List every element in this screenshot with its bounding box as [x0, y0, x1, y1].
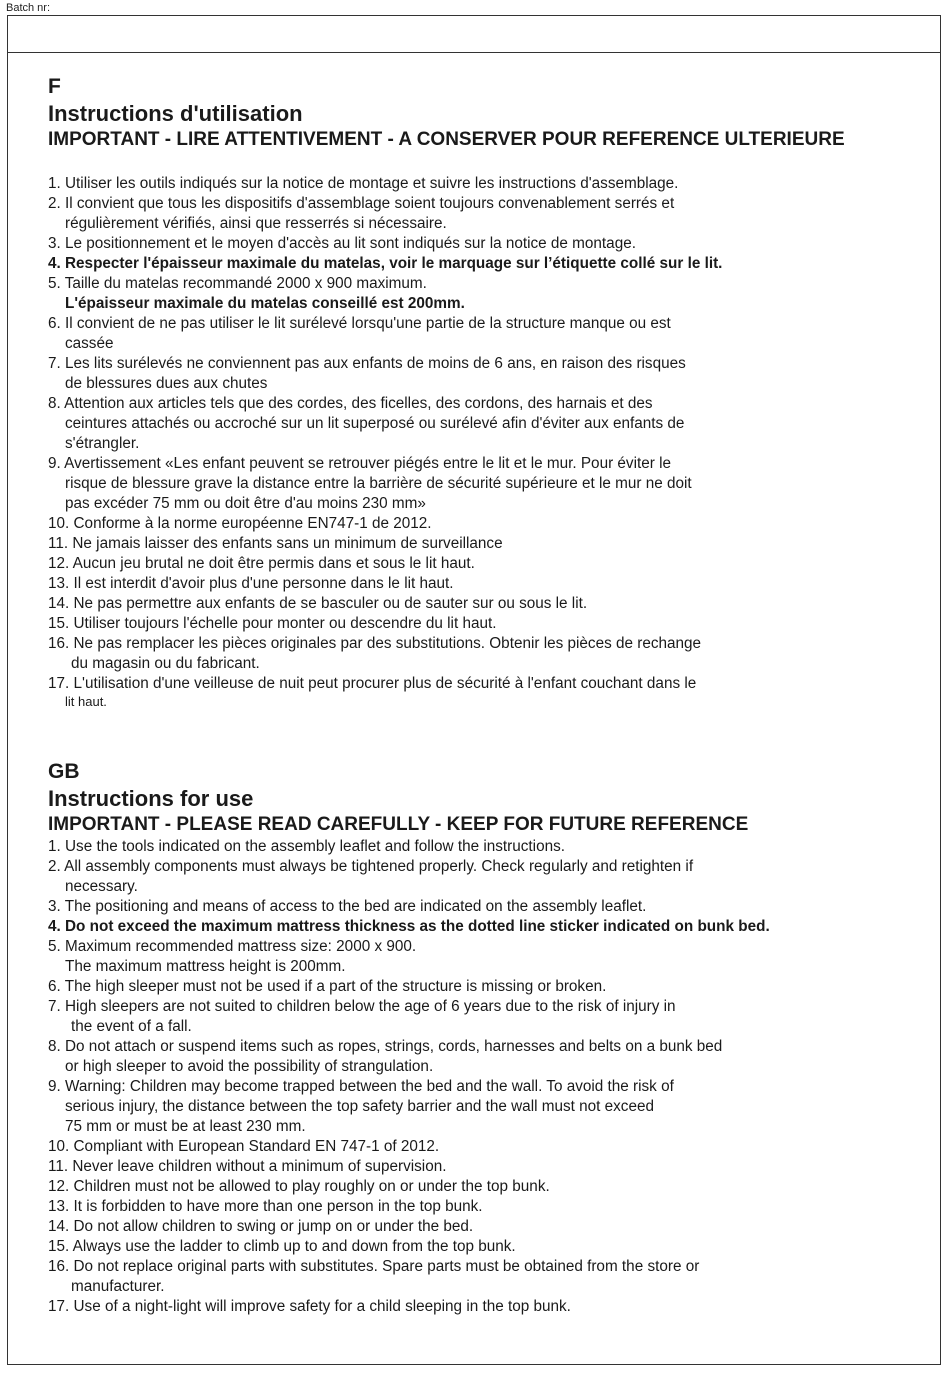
- list-item: [48, 194, 928, 234]
- item-text: 17. Use of a night-light will improve safety for a child sleeping in the top bunk.: [48, 1298, 571, 1315]
- item-text: 15. Utiliser toujours l'échelle pour monter ou descendre du lit haut.: [48, 615, 497, 632]
- list-item: [48, 1197, 928, 1217]
- item-text-continued: manufacturer.: [71, 1278, 165, 1295]
- item-text: 1. Utiliser les outils indiqués sur la notice de montage et suivre les instructions d'assemblage.: [48, 175, 679, 192]
- item-text: 17. L'utilisation d'une veilleuse de nuit peut procurer plus de sécurité à l'enfant couchant dans le: [48, 675, 697, 692]
- item-text: 10. Conforme à la norme européenne EN747-1 de 2012.: [48, 515, 432, 532]
- item-text: 7. High sleepers are not suited to children below the age of 6 years due to the risk of injury in: [48, 998, 676, 1015]
- list-item: [48, 614, 928, 634]
- list-item: [48, 354, 928, 394]
- item-text: 12. Children must not be allowed to play roughly on or under the top bunk.: [48, 1178, 550, 1195]
- item-text: 6. The high sleeper must not be used if a part of the structure is missing or broken.: [48, 978, 607, 995]
- language-code-fr: F: [48, 75, 61, 98]
- list-item: [48, 1157, 928, 1177]
- item-text: 7. Les lits surélevés ne conviennent pas aux enfants de moins de 6 ans, en raison des risques: [48, 355, 686, 372]
- item-text-continued: cassée: [65, 335, 114, 352]
- section-subtitle-fr: IMPORTANT - LIRE ATTENTIVEMENT - A CONSERVER POUR REFERENCE ULTERIEURE: [48, 129, 845, 150]
- item-text: 9. Avertissement «Les enfant peuvent se retrouver piégés entre le lit et le mur. Pour éviter le: [48, 455, 671, 472]
- item-text: 13. It is forbidden to have more than one person in the top bunk.: [48, 1198, 483, 1215]
- item-text-continued: the event of a fall.: [71, 1018, 192, 1035]
- section-subtitle-gb: IMPORTANT - PLEASE READ CAREFULLY - KEEP FOR FUTURE REFERENCE: [48, 814, 749, 835]
- item-text-continued: pas excéder 75 mm ou doit être d'au moins 230 mm»: [65, 495, 426, 512]
- language-code-gb: GB: [48, 760, 80, 783]
- item-text: 5. Maximum recommended mattress size: 2000 x 900.: [48, 938, 417, 955]
- list-item: [48, 674, 928, 710]
- item-text: 16. Ne pas remplacer les pièces originales par des substitutions. Obtenir les pièces de rechange: [48, 635, 702, 652]
- item-text: 12. Aucun jeu brutal ne doit être permis dans et sous le lit haut.: [48, 555, 475, 572]
- item-text-continued: ceintures attachés ou accroché sur un lit superposé ou surélevé afin d'éviter aux enfants de: [65, 415, 685, 432]
- section-french: [48, 74, 928, 710]
- list-item: [48, 1077, 928, 1137]
- list-item: [48, 574, 928, 594]
- item-text: 14. Ne pas permettre aux enfants de se basculer ou de sauter sur ou sous le lit.: [48, 595, 588, 612]
- item-text: 15. Always use the ladder to climb up to and down from the top bunk.: [48, 1238, 516, 1255]
- item-text-continued: du magasin ou du fabricant.: [71, 655, 260, 672]
- list-item: [48, 394, 928, 454]
- list-item: [48, 1217, 928, 1237]
- item-text-continued: 75 mm or must be at least 230 mm.: [65, 1118, 306, 1135]
- item-text-continued: necessary.: [65, 878, 138, 895]
- list-item: [48, 1177, 928, 1197]
- list-item: [48, 1137, 928, 1157]
- item-text-continued: régulièrement vérifiés, ainsi que resserrés si nécessaire.: [65, 215, 447, 232]
- list-item: [48, 1257, 928, 1297]
- item-text: 5. Taille du matelas recommandé 2000 x 900 maximum.: [48, 275, 427, 292]
- item-text: 16. Do not replace original parts with substitutes. Spare parts must be obtained from the store or: [48, 1258, 700, 1275]
- section-english: [48, 759, 928, 1317]
- item-text: 3. The positioning and means of access to the bed are indicated on the assembly leaflet.: [48, 898, 647, 915]
- item-text-continued: serious injury, the distance between the top safety barrier and the wall must not exceed: [65, 1098, 654, 1115]
- item-text: 4. Respecter l'épaisseur maximale du matelas, voir le marquage sur l’étiquette collé sur le lit.: [48, 255, 723, 272]
- list-item: [48, 314, 928, 354]
- list-item: [48, 534, 928, 554]
- item-text-continued: s'étrangler.: [65, 435, 140, 452]
- item-text-continued: The maximum mattress height is 200mm.: [65, 958, 346, 975]
- item-text: 13. Il est interdit d'avoir plus d'une personne dans le lit haut.: [48, 575, 454, 592]
- item-text: 11. Never leave children without a minimum of supervision.: [48, 1158, 447, 1175]
- batch-number-box: [7, 15, 941, 53]
- list-item: [48, 1237, 928, 1257]
- item-text: 2. All assembly components must always be tightened properly. Check regularly and retighten if: [48, 858, 694, 875]
- list-item: [48, 1297, 928, 1317]
- list-item: [48, 554, 928, 574]
- item-text-continued: de blessures dues aux chutes: [65, 375, 268, 392]
- list-item: [48, 977, 928, 997]
- item-text: 8. Attention aux articles tels que des cordes, des ficelles, des cordons, des harnais et des: [48, 395, 653, 412]
- item-text: 1. Use the tools indicated on the assembly leaflet and follow the instructions.: [48, 838, 565, 855]
- list-item: [48, 997, 928, 1037]
- section-title-gb: Instructions for use: [48, 786, 254, 811]
- item-text-continued: or high sleeper to avoid the possibility of strangulation.: [65, 1058, 434, 1075]
- section-title-fr: Instructions d'utilisation: [48, 101, 303, 126]
- item-text: 14. Do not allow children to swing or jump on or under the bed.: [48, 1218, 474, 1235]
- list-item: [48, 937, 928, 977]
- item-text: 4. Do not exceed the maximum mattress thickness as the dotted line sticker indicated on bunk bed.: [48, 918, 770, 935]
- list-item: [48, 234, 928, 254]
- item-text-continued: risque de blessure grave la distance entre la barrière de sécurité supérieure et le mur ne doit: [65, 475, 692, 492]
- list-item: [48, 254, 928, 274]
- list-item: [48, 837, 928, 857]
- list-item: [48, 897, 928, 917]
- instruction-list-fr: [48, 174, 928, 710]
- list-item: [48, 514, 928, 534]
- list-item: [48, 917, 928, 937]
- item-text: 11. Ne jamais laisser des enfants sans un minimum de surveillance: [48, 535, 503, 552]
- list-item: [48, 274, 928, 314]
- batch-label: Batch nr:: [6, 2, 51, 14]
- list-item: [48, 634, 928, 674]
- item-text: 10. Compliant with European Standard EN 747-1 of 2012.: [48, 1138, 440, 1155]
- item-text-continued: L'épaisseur maximale du matelas conseillé est 200mm.: [65, 295, 465, 312]
- list-item: [48, 857, 928, 897]
- list-item: [48, 454, 928, 514]
- list-item: [48, 174, 928, 194]
- instruction-list-gb: [48, 837, 928, 1317]
- item-text: 8. Do not attach or suspend items such as ropes, strings, cords, harnesses and belts on a bunk bed: [48, 1038, 723, 1055]
- list-item: [48, 594, 928, 614]
- item-text: 2. Il convient que tous les dispositifs d'assemblage soient toujours convenablement serrés et: [48, 195, 675, 212]
- list-item: [48, 1037, 928, 1077]
- item-text: 9. Warning: Children may become trapped between the bed and the wall. To avoid the risk of: [48, 1078, 674, 1095]
- item-text: 3. Le positionnement et le moyen d'accès au lit sont indiqués sur la notice de montage.: [48, 235, 636, 252]
- item-text-continued: lit haut.: [65, 694, 107, 709]
- item-text: 6. Il convient de ne pas utiliser le lit surélevé lorsqu'une partie de la structure manque ou est: [48, 315, 671, 332]
